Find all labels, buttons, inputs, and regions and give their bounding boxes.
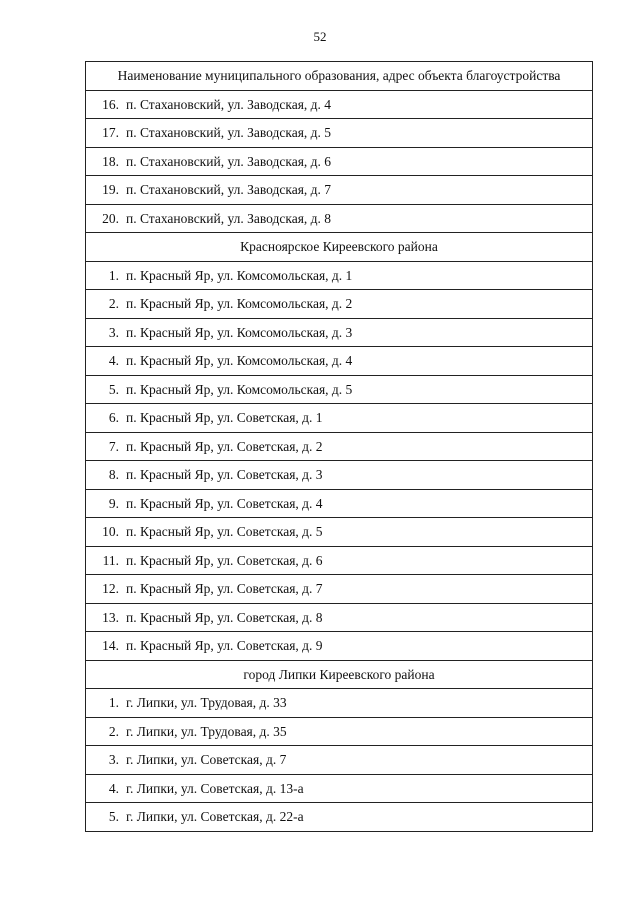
table-cell	[86, 717, 593, 746]
row-number: 16.	[102, 96, 119, 112]
table-row	[86, 603, 593, 632]
row-number: 13.	[102, 609, 119, 625]
row-address: г. Липки, ул. Трудовая, д. 33	[126, 695, 287, 710]
row-number: 18.	[102, 153, 119, 169]
row-address: п. Красный Яр, ул. Советская, д. 3	[126, 467, 323, 482]
row-address: п. Красный Яр, ул. Комсомольская, д. 2	[126, 296, 353, 311]
row-number: 3.	[108, 752, 119, 767]
row-number: 12.	[102, 581, 119, 596]
row-number: 1.	[108, 267, 119, 283]
table-row	[86, 746, 593, 775]
table-row	[86, 147, 593, 176]
table-row	[86, 432, 593, 461]
row-number: 2.	[108, 296, 119, 311]
row-address: п. Красный Яр, ул. Советская, д. 6	[126, 552, 323, 568]
row-address: п. Красный Яр, ул. Советская, д. 9	[126, 638, 323, 653]
table-row	[86, 546, 593, 575]
table-row	[86, 689, 593, 718]
row-address: п. Красный Яр, ул. Комсомольская, д. 4	[126, 353, 353, 368]
address-table	[85, 61, 593, 832]
row-number: 5.	[108, 809, 119, 824]
row-address: г. Липки, ул. Советская, д. 13-а	[126, 780, 304, 796]
table-row	[86, 261, 593, 290]
table-cell	[86, 432, 593, 461]
row-address: п. Стахановский, ул. Заводская, д. 8	[126, 210, 332, 226]
row-address: г. Липки, ул. Советская, д. 22-а	[126, 809, 304, 824]
table-row	[86, 489, 593, 518]
table-cell	[86, 204, 593, 233]
table-cell	[86, 803, 593, 832]
row-number: 1.	[108, 695, 119, 710]
table-row	[86, 518, 593, 547]
table-header-row	[86, 62, 593, 91]
row-address: г. Липки, ул. Трудовая, д. 35	[126, 723, 287, 739]
table-header: Наименование муниципального образования, адрес объекта благоустройства	[86, 62, 593, 91]
table-cell	[86, 546, 593, 575]
row-number: 14.	[102, 638, 119, 653]
row-address: п. Красный Яр, ул. Комсомольская, д. 5	[126, 381, 353, 397]
table-cell	[86, 90, 593, 119]
table-row	[86, 717, 593, 746]
page-number: 52	[313, 29, 327, 44]
table-cell	[86, 461, 593, 490]
row-address: г. Липки, ул. Советская, д. 7	[126, 752, 287, 767]
row-number: 4.	[108, 780, 119, 796]
row-address: п. Стахановский, ул. Заводская, д. 5	[126, 125, 332, 140]
table-row	[86, 290, 593, 319]
row-number: 4.	[108, 353, 119, 368]
table-cell	[86, 632, 593, 661]
row-number: 7.	[108, 438, 119, 454]
table-row	[86, 318, 593, 347]
table-row	[86, 632, 593, 661]
table-row	[86, 347, 593, 376]
table-row	[86, 375, 593, 404]
row-address: п. Красный Яр, ул. Советская, д. 2	[126, 438, 323, 454]
row-number: 10.	[102, 524, 119, 539]
row-address: п. Красный Яр, ул. Комсомольская, д. 3	[126, 324, 353, 340]
row-address: п. Стахановский, ул. Заводская, д. 6	[126, 153, 332, 169]
row-number: 11.	[102, 552, 119, 568]
table-cell	[86, 176, 593, 205]
table-row	[86, 204, 593, 233]
row-address: п. Стахановский, ул. Заводская, д. 7	[126, 182, 332, 197]
table-cell	[86, 518, 593, 547]
row-number: 3.	[108, 324, 119, 340]
table-row	[86, 461, 593, 490]
table-cell	[86, 375, 593, 404]
row-address: п. Красный Яр, ул. Советская, д. 8	[126, 609, 323, 625]
table-cell	[86, 489, 593, 518]
row-address: п. Красный Яр, ул. Советская, д. 5	[126, 524, 323, 539]
table-cell	[86, 774, 593, 803]
table-cell	[86, 261, 593, 290]
table-row	[86, 575, 593, 604]
table-row	[86, 119, 593, 148]
row-number: 6.	[108, 410, 119, 425]
row-number: 17.	[102, 125, 119, 140]
table-cell	[86, 404, 593, 433]
table-cell	[86, 119, 593, 148]
section-title: Красноярское Киреевского района	[86, 233, 593, 262]
table-cell	[86, 318, 593, 347]
row-address: п. Красный Яр, ул. Советская, д. 1	[126, 410, 323, 425]
row-address: п. Красный Яр, ул. Советская, д. 7	[126, 581, 323, 596]
row-number: 8.	[108, 467, 119, 482]
table-row	[86, 176, 593, 205]
table-cell	[86, 347, 593, 376]
row-number: 5.	[108, 381, 119, 397]
table-row	[86, 404, 593, 433]
row-number: 20.	[102, 210, 119, 226]
table-row	[86, 90, 593, 119]
section-row	[86, 233, 593, 262]
table-row	[86, 774, 593, 803]
table-cell	[86, 603, 593, 632]
section-title: город Липки Киреевского района	[86, 660, 593, 689]
row-address: п. Стахановский, ул. Заводская, д. 4	[126, 96, 332, 112]
row-number: 2.	[108, 723, 119, 739]
table-cell	[86, 746, 593, 775]
table-row	[86, 803, 593, 832]
row-number: 9.	[108, 495, 119, 511]
table-cell	[86, 689, 593, 718]
table-cell	[86, 147, 593, 176]
table-cell	[86, 290, 593, 319]
row-address: п. Красный Яр, ул. Комсомольская, д. 1	[126, 267, 353, 283]
table-cell	[86, 575, 593, 604]
row-number: 19.	[102, 182, 119, 197]
section-row	[86, 660, 593, 689]
row-address: п. Красный Яр, ул. Советская, д. 4	[126, 495, 323, 511]
